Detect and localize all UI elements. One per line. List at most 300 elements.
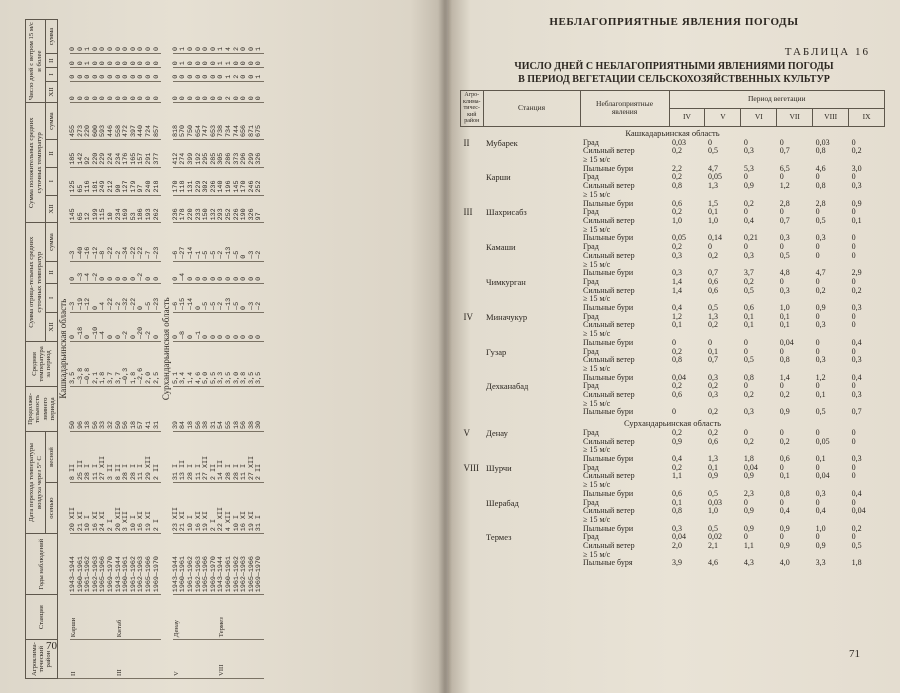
table-row (461, 252, 885, 261)
data-cell: 0 (226, 261, 234, 283)
data-cell: 1965—1966 (249, 534, 257, 595)
data-cell: 440 (138, 103, 146, 140)
value-cell: 6,5 (779, 163, 790, 173)
table-row (461, 182, 885, 191)
data-cell: 0 (108, 261, 116, 283)
value-cell: 0 (707, 137, 712, 147)
phenomenon-cell: Пыльные бури (583, 198, 634, 208)
month-vi-header: VI (741, 108, 777, 126)
data-cell: 0 (249, 261, 257, 283)
value-cell: 0,2 (672, 207, 683, 217)
value-cell: 0,03 (672, 137, 687, 147)
station-cell (483, 295, 580, 304)
station-cell (226, 595, 234, 640)
value-cell: 0,3 (815, 355, 826, 365)
phenomenon-cell: Пыльные бури (583, 523, 634, 533)
value-cell: 0,1 (672, 497, 683, 507)
station-cell (483, 438, 580, 447)
col-spring-header: весной (46, 431, 58, 482)
value-cell: 0,9 (779, 523, 790, 533)
data-cell: 291 (146, 139, 154, 167)
neg-i-header: I (46, 283, 58, 312)
station-cell: Денау (173, 595, 181, 640)
zone-cell (461, 348, 484, 357)
station-cell (483, 261, 580, 270)
data-cell: 273 (78, 103, 86, 140)
data-cell: 0 (188, 53, 196, 67)
value-cell: 0,3 (672, 523, 683, 533)
data-cell: 0 (70, 312, 78, 341)
data-cell: —2 (116, 283, 124, 312)
table-row (461, 356, 885, 365)
data-cell: 734 (226, 103, 234, 140)
table-row (461, 438, 885, 447)
data-cell: 0 (241, 261, 249, 283)
zone-cell (256, 640, 264, 679)
data-cell: 262 (154, 195, 162, 223)
value-cell: 0 (743, 137, 748, 147)
data-cell: 1962—1963 (241, 534, 249, 595)
value-cell: 0 (815, 427, 820, 437)
data-cell: —0,8 (85, 341, 93, 386)
value-cell: 1,3 (707, 453, 718, 463)
data-cell: 0 (180, 81, 188, 102)
zone-cell: V (463, 427, 470, 438)
value-cell: 0 (779, 497, 784, 507)
data-cell: 22 XII (218, 483, 226, 534)
data-cell: 1,4 (188, 341, 196, 386)
data-cell: 1960—1961 (78, 534, 86, 595)
value-cell: 0,05 (672, 233, 687, 243)
data-cell: —16 (85, 223, 93, 261)
col-station-header: Станция (26, 595, 58, 640)
month-ix-header: IX (849, 108, 885, 126)
value-cell: 0,2 (815, 285, 826, 295)
data-cell: —22 (108, 283, 116, 312)
value-cell: 0 (851, 346, 856, 356)
phenomenon-cell: Пыльные бури (583, 303, 634, 313)
value-cell: 0,3 (815, 488, 826, 498)
data-cell: 10 I (234, 483, 242, 534)
zone-cell (461, 499, 484, 508)
data-cell: 857 (154, 103, 162, 140)
data-cell: —22 (131, 283, 139, 312)
data-cell: 326 (256, 139, 264, 167)
phenomenon-cell: Пыльные бури (583, 453, 634, 463)
value-cell: 0,2 (851, 285, 862, 295)
data-cell: 302 (203, 167, 211, 195)
station-cell: Шерабад (486, 497, 519, 508)
zone-cell (461, 252, 484, 261)
data-cell: 10 I (131, 483, 139, 534)
data-cell: 31 (211, 386, 219, 431)
value-cell: 0,1 (707, 462, 718, 472)
data-cell: 16 XI (196, 483, 204, 534)
data-cell: 0 (218, 261, 226, 283)
value-cell: 0,04 (815, 471, 830, 481)
data-cell: —15 (180, 283, 188, 312)
data-cell: 90 (116, 167, 124, 195)
data-cell: 0 (123, 20, 131, 54)
data-cell: 1961—1962 (234, 534, 242, 595)
data-cell: 0 (188, 68, 196, 82)
data-cell: 220 (93, 139, 101, 167)
value-cell: 0,3 (707, 390, 718, 400)
data-cell: 0 (203, 261, 211, 283)
data-cell: 0 (93, 68, 101, 82)
zone-cell: II (70, 640, 78, 679)
data-cell: 11 I (93, 431, 101, 482)
zone-cell (461, 365, 484, 374)
value-cell: 0 (851, 276, 856, 286)
pos-i-header: I (46, 167, 58, 195)
data-cell: —12 (85, 283, 93, 312)
data-cell: —14 (188, 283, 196, 312)
col-date-header: Дата перехода температуры воздуха через 5° С (26, 431, 46, 533)
table-row (461, 391, 885, 400)
phenomenon-cell: ≥ 15 м/с (583, 549, 611, 559)
data-cell: 0 (241, 283, 249, 312)
station-cell (483, 481, 580, 490)
data-cell: 0 (85, 312, 93, 341)
value-cell: 0 (743, 532, 748, 542)
zone-cell (461, 382, 484, 391)
value-cell: 0 (851, 427, 856, 437)
phenomenon-cell: Сильный ветер (583, 285, 635, 295)
value-cell: 0,7 (779, 216, 790, 225)
value-cell: 0 (707, 337, 712, 347)
data-cell: 0 (116, 20, 124, 54)
zone-cell (226, 640, 234, 679)
data-cell: 1960—1961 (123, 534, 131, 595)
data-cell: 295 (203, 139, 211, 167)
data-cell: 1 (180, 20, 188, 54)
value-cell: 4,0 (779, 558, 790, 568)
value-cell: 4,7 (815, 268, 826, 278)
value-cell: 0 (743, 427, 748, 437)
col-possum-header: Сумма положительных средних суточных температур (26, 103, 46, 223)
value-cell: 1,8 (851, 558, 862, 568)
value-cell: 0,4 (815, 506, 826, 516)
data-cell: 675 (256, 103, 264, 140)
data-cell: 1 (85, 20, 93, 54)
value-cell: 0 (851, 137, 856, 147)
value-cell: 1,3 (707, 181, 718, 191)
data-cell: —23 (154, 283, 162, 312)
data-cell: 747 (203, 103, 211, 140)
zone-cell: III (463, 207, 473, 218)
value-cell: 0,4 (672, 303, 683, 313)
value-cell: 0,1 (779, 471, 790, 481)
data-cell: 0 (241, 81, 249, 102)
data-cell: 0 (154, 261, 162, 283)
data-cell: 28 I (226, 431, 234, 482)
value-cell: 0,1 (851, 216, 862, 225)
data-cell: 446 (108, 103, 116, 140)
data-cell: 472 (123, 103, 131, 140)
value-cell: 1,4 (672, 276, 683, 286)
value-cell: 2,9 (851, 268, 862, 278)
value-cell: 0,04 (779, 337, 794, 347)
phenomenon-cell: Сильный ветер (583, 320, 635, 330)
value-cell: 0,5 (707, 146, 718, 156)
station-cell (483, 507, 580, 516)
data-cell: 1 (85, 53, 93, 67)
data-cell: 2,5 (154, 341, 162, 386)
data-cell: 0 (249, 68, 257, 82)
data-cell: 165 (131, 139, 139, 167)
phenomenon-cell: Град (583, 381, 599, 391)
data-cell: 20 XII (70, 483, 78, 534)
data-cell: —4 (100, 312, 108, 341)
station-cell (93, 595, 101, 640)
data-cell: 3 XII (123, 483, 131, 534)
col-avgtemp-header: Средняя температура за период (26, 341, 58, 386)
value-cell: 1,2 (779, 181, 790, 191)
station-cell: Гузар (486, 346, 507, 357)
data-cell: 0 (218, 312, 226, 341)
value-cell: 2,8 (779, 198, 790, 208)
value-cell: 0,3 (779, 285, 790, 295)
table-row (461, 287, 885, 296)
value-cell: 0 (779, 207, 784, 217)
station-cell: Дехканабад (486, 381, 529, 392)
station-cell: Мубарек (486, 137, 518, 148)
value-cell: 0,2 (707, 320, 718, 330)
data-cell: 25 II (78, 431, 86, 482)
pos-xii-header: XII (46, 195, 58, 223)
value-cell: 0,5 (815, 216, 826, 225)
data-cell: 11 I (196, 431, 204, 482)
data-cell: 39 (173, 386, 181, 431)
wind-sum-header: сумма (46, 20, 58, 54)
data-cell: 0 (234, 81, 242, 102)
value-cell: 0 (743, 207, 748, 217)
station-cell (256, 595, 264, 640)
month-vii-header: VII (777, 108, 813, 126)
left-table-body (58, 20, 264, 679)
data-cell: 2 I (108, 483, 116, 534)
station-cell (483, 559, 580, 568)
data-cell: 1943—1944 (116, 534, 124, 595)
value-cell: 0,1 (672, 320, 683, 330)
phenomenon-cell: Град (583, 137, 599, 147)
data-cell: 220 (85, 103, 93, 140)
data-cell: 229 (196, 167, 204, 195)
station-cell (234, 595, 242, 640)
station-cell: Карши (486, 172, 511, 183)
value-cell: 0,5 (743, 285, 754, 295)
data-cell: —4 (180, 261, 188, 283)
value-cell: 3,0 (851, 163, 862, 173)
zone-cell (461, 507, 484, 516)
value-cell: 0 (779, 137, 784, 147)
data-cell: 285 (211, 139, 219, 167)
left-page-number: 70 (46, 640, 57, 652)
data-cell: 0 (218, 81, 226, 102)
zone-cell (461, 330, 484, 339)
data-cell: 2,0 (146, 341, 154, 386)
value-cell: 0,9 (707, 471, 718, 481)
month-v-header: V (705, 108, 741, 126)
value-cell: 0,5 (707, 488, 718, 498)
data-cell: 750 (188, 103, 196, 140)
table-row (461, 217, 885, 226)
data-cell: 0 (256, 312, 264, 341)
data-cell: —2 (218, 223, 226, 261)
station-cell (78, 595, 86, 640)
data-cell: 234 (116, 139, 124, 167)
data-cell: —6 (173, 223, 181, 261)
data-cell: 196 (226, 167, 234, 195)
data-cell: —5 (234, 283, 242, 312)
value-cell: 0,3 (851, 453, 862, 463)
value-cell: 0,6 (743, 303, 754, 313)
value-cell: 0,1 (815, 453, 826, 463)
value-cell: 0,3 (743, 146, 754, 156)
data-cell: 0 (256, 81, 264, 102)
value-cell: 0,04 (743, 462, 758, 472)
data-cell: 0 (138, 283, 146, 312)
data-cell: 16 XI (241, 483, 249, 534)
phenomenon-cell: Град (583, 532, 599, 542)
zone-cell (461, 542, 484, 551)
phenomenon-cell: Пыльные буря (583, 558, 633, 568)
data-cell: —3 (78, 261, 86, 283)
value-cell: 0,6 (779, 453, 790, 463)
value-cell: 0,7 (779, 146, 790, 156)
data-cell: 11 I (241, 431, 249, 482)
data-cell: 0 (188, 261, 196, 283)
zone-cell (461, 481, 484, 490)
data-cell: 5,1 (173, 341, 181, 386)
data-cell: 0 (70, 261, 78, 283)
data-cell: 0 (100, 261, 108, 283)
data-cell: 4 (226, 20, 234, 54)
value-cell: 0,6 (707, 285, 718, 295)
col-phenomena-header: Неблагоприятные явления (580, 91, 669, 127)
data-cell: 10 (108, 195, 116, 223)
value-cell: 0,2 (743, 436, 754, 446)
table-row (154, 20, 162, 679)
value-cell: 0 (815, 532, 820, 542)
data-cell: 0 (93, 283, 101, 312)
phenomenon-cell: Пыльные бури (583, 407, 634, 417)
phenomenon-cell: Град (583, 242, 599, 252)
phenomenon-cell: Град (583, 276, 599, 286)
data-cell: 1 (226, 53, 234, 67)
value-cell: 0 (779, 346, 784, 356)
data-cell: 27 XII (100, 431, 108, 482)
data-cell: 0 (131, 20, 139, 54)
zone-cell: III (116, 640, 124, 679)
data-cell: —18 (78, 312, 86, 341)
zone-cell: VIII (463, 462, 479, 473)
value-cell: 0,9 (815, 303, 826, 313)
data-cell: 0 (188, 312, 196, 341)
value-cell: 0,4 (851, 488, 862, 498)
value-cell: 2,1 (707, 541, 718, 551)
data-cell: 233 (196, 195, 204, 223)
data-cell: 0 (131, 53, 139, 67)
value-cell: 0,03 (707, 497, 722, 507)
value-cell: 0,2 (779, 436, 790, 446)
subtitle-line-1: ЧИСЛО ДНЕЙ С НЕБЛАГОПРИЯТНЫМИ ЯВЛЕНИЯМИ ПОГОДЫ (514, 61, 834, 72)
value-cell: 0 (707, 242, 712, 252)
value-cell: 0 (779, 381, 784, 391)
phenomenon-cell: ≥ 15 м/с (583, 363, 611, 373)
data-cell: 0 (196, 81, 204, 102)
data-cell: 0 (100, 81, 108, 102)
wind-i-header: I (46, 68, 58, 82)
value-cell: 0 (851, 172, 856, 182)
zone-cell (85, 640, 93, 679)
value-cell: 0,1 (707, 207, 718, 217)
value-cell: 1,4 (779, 372, 790, 382)
data-cell: 170 (173, 167, 181, 195)
data-cell: 0 (173, 68, 181, 82)
data-cell: 252 (226, 195, 234, 223)
zone-cell: V (173, 640, 181, 679)
station-cell (180, 595, 188, 640)
data-cell: 0 (249, 312, 257, 341)
station-cell (483, 182, 580, 191)
value-cell: 0 (779, 172, 784, 182)
value-cell: 0 (743, 172, 748, 182)
data-cell: —27 (180, 223, 188, 261)
station-cell (123, 595, 131, 640)
data-cell: 12 (85, 195, 93, 223)
data-cell: 236 (211, 167, 219, 195)
data-cell: 1 (226, 68, 234, 82)
zone-cell (461, 287, 484, 296)
data-cell: —34 (123, 223, 131, 261)
col-duration-header: Продолжи-тельность зимнего периода (26, 386, 58, 431)
data-cell: 1960—1961 (226, 534, 234, 595)
value-cell: 0,1 (779, 311, 790, 321)
phenomenon-cell: ≥ 15 м/с (583, 514, 611, 524)
data-cell: —4 (100, 283, 108, 312)
data-cell: 2 II (154, 431, 162, 482)
value-cell: 3,7 (743, 268, 754, 278)
value-cell: 0 (815, 207, 820, 217)
data-cell: —3 (70, 223, 78, 261)
zone-cell (461, 391, 484, 400)
value-cell: 0,6 (672, 488, 683, 498)
data-cell: 286 (226, 139, 234, 167)
value-cell: 0 (815, 311, 820, 321)
data-cell: 0 (203, 20, 211, 54)
data-cell: 0 (146, 81, 154, 102)
station-cell (85, 595, 93, 640)
data-cell: 3,5 (226, 341, 234, 386)
zone-cell (461, 173, 484, 182)
value-cell: 0,5 (743, 355, 754, 365)
value-cell: 0,8 (779, 488, 790, 498)
data-cell: 97 (256, 195, 264, 223)
value-cell: 0,5 (815, 407, 826, 417)
data-cell: —2 (93, 261, 101, 283)
wind-ii-header: II (46, 53, 58, 67)
data-cell: 2 (226, 81, 234, 102)
station-cell (203, 595, 211, 640)
data-cell: 0 (131, 81, 139, 102)
data-cell: 229 (100, 139, 108, 167)
region-name: Сурхандарьинская область (161, 20, 173, 679)
data-cell: 397 (131, 103, 139, 140)
zone-cell (461, 261, 484, 270)
value-cell: 0,2 (743, 390, 754, 400)
